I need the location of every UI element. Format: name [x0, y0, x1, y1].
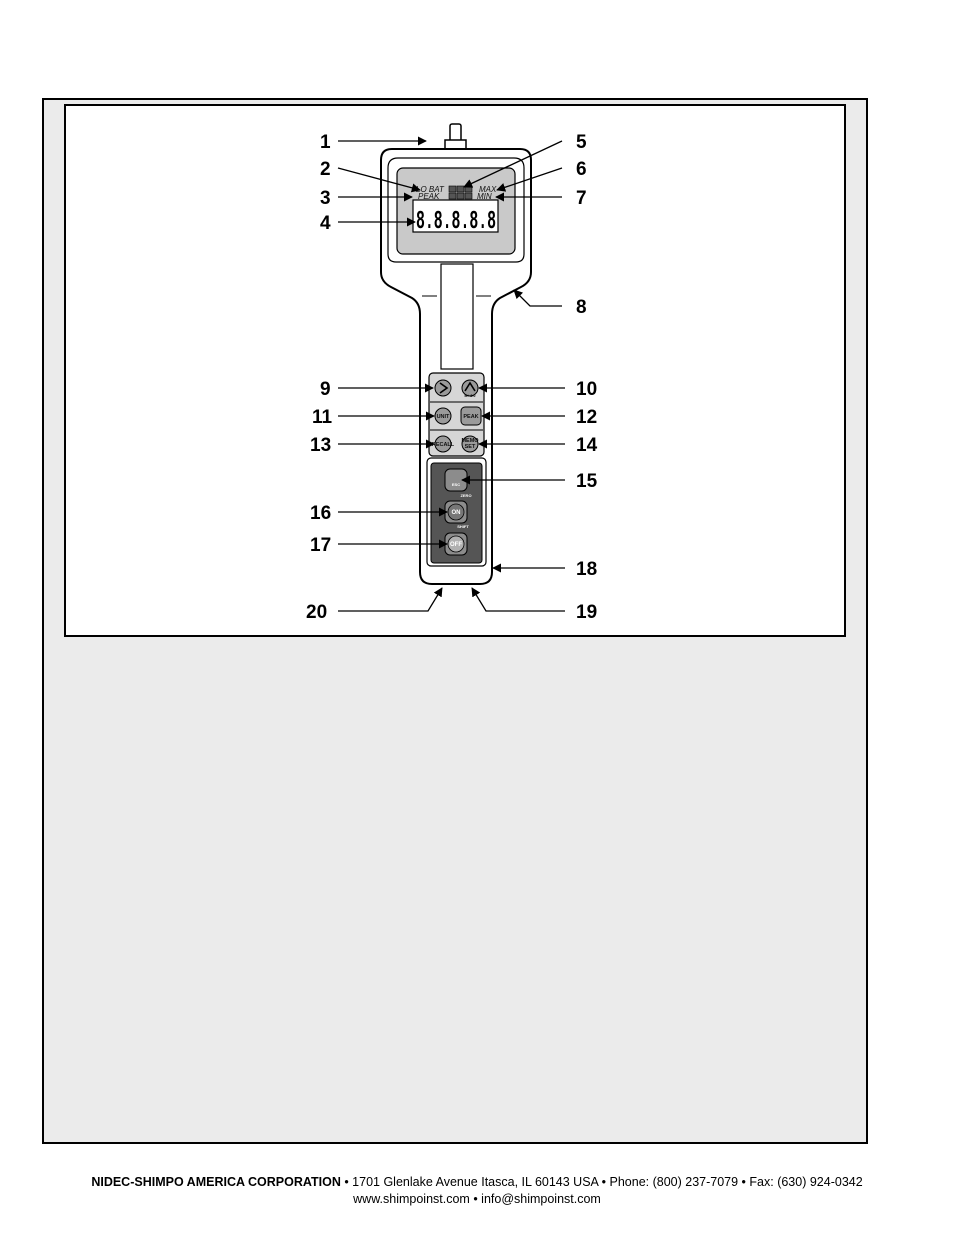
esc-label: ESC [451, 482, 461, 487]
unit-button[interactable] [435, 408, 451, 424]
callout-16: 16 [310, 503, 332, 524]
memo-button-label: MEMO [461, 438, 479, 444]
leader-19 [472, 588, 565, 611]
peak-button[interactable] [461, 407, 481, 425]
callout-3: 3 [320, 188, 331, 209]
callout-7: 7 [576, 188, 587, 209]
callout-5: 5 [576, 132, 587, 153]
company-name: NIDEC-SHIMPO AMERICA CORPORATION [91, 1175, 341, 1189]
unit-button-label: UNIT [436, 414, 450, 420]
min-indicator: MIN [477, 192, 492, 201]
peak-button-label: PEAK [463, 414, 479, 420]
callout-19: 19 [576, 602, 598, 623]
callout-20: 20 [306, 602, 328, 623]
callout-13: 13 [310, 435, 332, 456]
callout-11: 11 [312, 407, 333, 428]
callout-2: 2 [320, 159, 331, 180]
callout-6: 6 [576, 159, 587, 180]
shift-label: SHIFT [457, 524, 469, 529]
page-footer [0, 1174, 954, 1208]
max-indicator: MAX [479, 185, 497, 194]
callout-8: 8 [576, 297, 587, 318]
footer-address-line [0, 1174, 954, 1191]
off-button-label: OFF [450, 542, 462, 548]
callout-17: 17 [310, 535, 332, 556]
shift-right-button[interactable] [435, 380, 451, 396]
callout-18: 18 [576, 559, 598, 580]
label-area [441, 264, 473, 369]
leader-20 [338, 588, 442, 611]
zero-label: ZERO [460, 493, 472, 498]
callout-15: 15 [576, 471, 598, 492]
callout-10: 10 [576, 379, 598, 400]
lo-bat-indicator: LO BAT [416, 185, 444, 194]
leader-8 [514, 290, 562, 306]
callout-9: 9 [320, 379, 331, 400]
company-address: • 1701 Glenlake Avenue Itasca, IL 60143 USA • Phone: (800) 237-7079 • Fax: (630) 924-0342 [340, 1175, 863, 1189]
callout-1: 1 [320, 132, 331, 153]
lcd-digits: 8.8.8.8.8 [416, 206, 496, 236]
set-button-label: SET [464, 444, 476, 450]
off-button[interactable] [445, 533, 467, 555]
on-button-label: ON [451, 510, 461, 516]
up-button-sublabel: M+ 2:0 [464, 394, 476, 398]
callout-4: 4 [320, 213, 331, 234]
recall-button-label: RECALL [431, 442, 455, 448]
footer-web-line: www.shimpoinst.com • info@shimpoinst.com [353, 1192, 601, 1206]
peak-indicator: PEAK [418, 192, 440, 201]
callout-14: 14 [576, 435, 598, 456]
callout-12: 12 [576, 407, 598, 428]
